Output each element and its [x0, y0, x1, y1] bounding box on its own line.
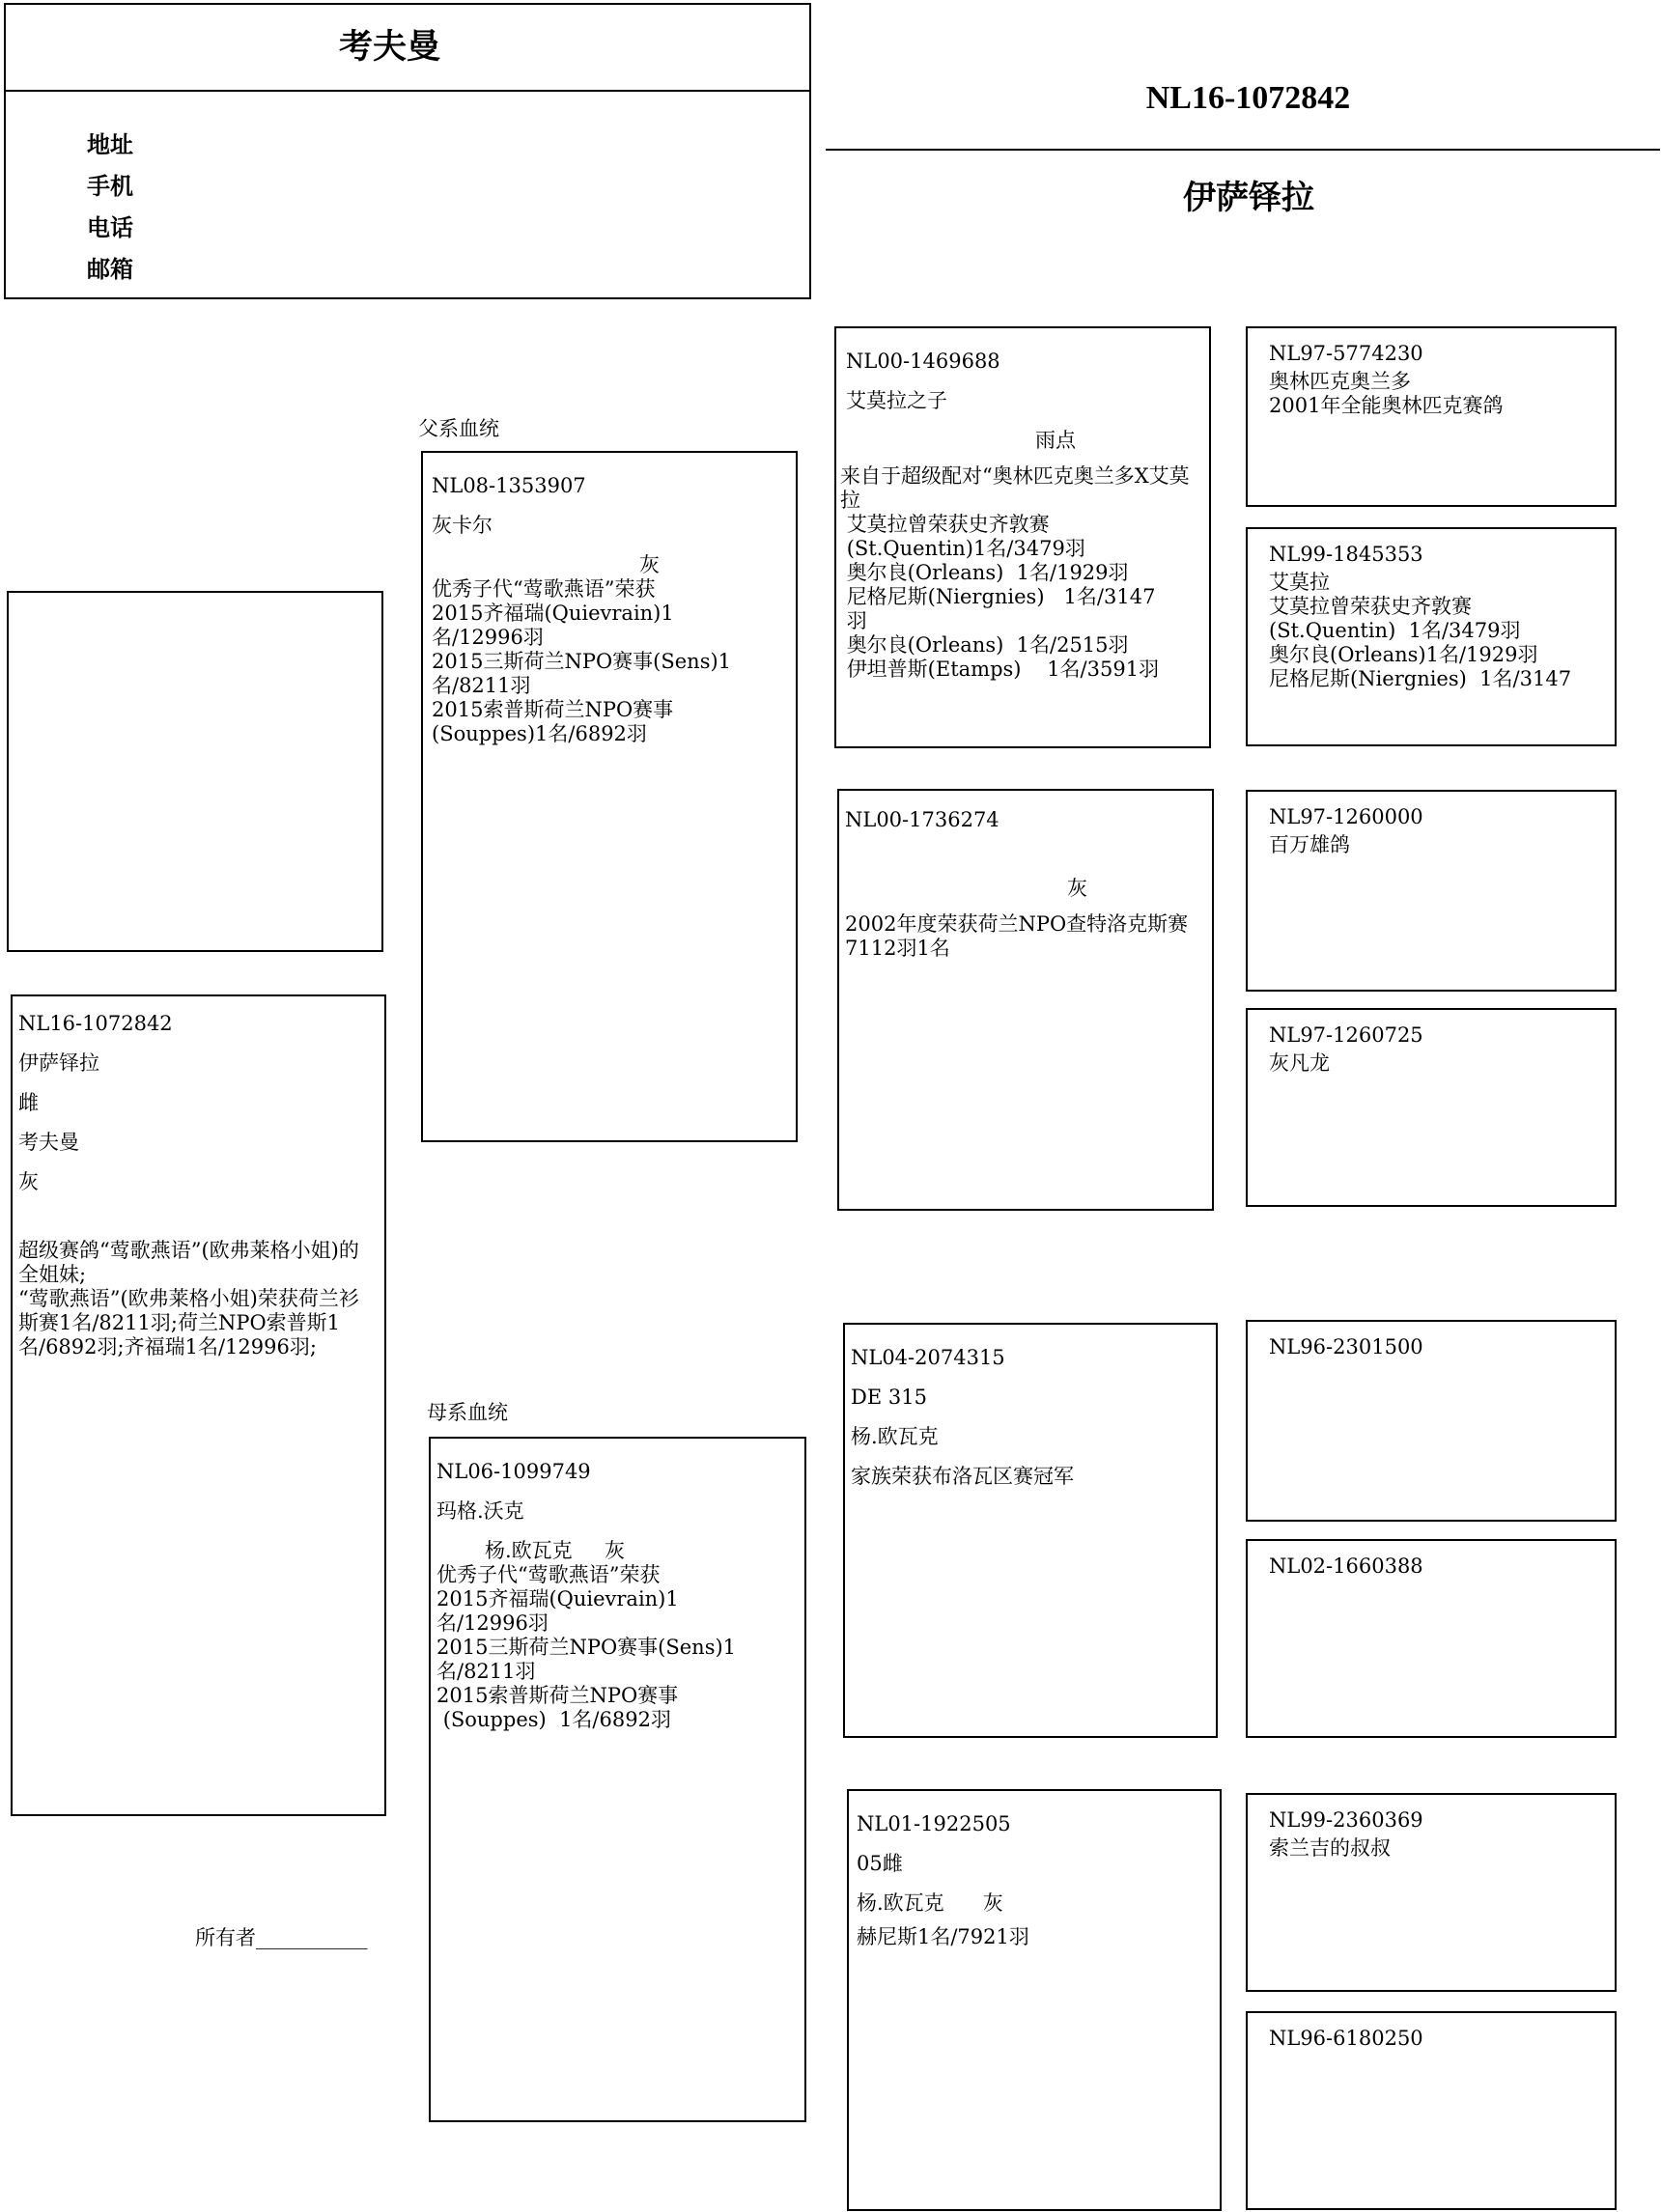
sire-ring: NL08-1353907 [432, 474, 586, 497]
dam-sire-notes: 家族荣获布洛瓦区赛冠军 [851, 1465, 1074, 1488]
great-grandparent-card [1246, 1539, 1617, 1738]
great-grandparent-card [1246, 1008, 1617, 1207]
subject-name: 伊萨铎拉 [18, 1051, 99, 1075]
dam-ring: NL06-1099749 [436, 1460, 591, 1483]
ggp-ring: NL02-1660388 [1269, 1554, 1423, 1578]
great-grandparent-card [1246, 1793, 1617, 1992]
subject-owner: 考夫曼 [18, 1131, 79, 1154]
dam-sire-breeder: 杨.欧瓦克 [851, 1425, 939, 1448]
dam-sire-card [843, 1323, 1218, 1738]
great-grandparent-card [1246, 2011, 1617, 2210]
subject-color: 灰 [18, 1170, 39, 1193]
dam-dam-ring: NL01-1922505 [857, 1812, 1011, 1835]
great-grandparent-card [1246, 326, 1617, 507]
dam-dam-card [847, 1789, 1222, 2211]
dam-name: 玛格.沃克 [436, 1499, 524, 1523]
sire-color: 灰 [639, 553, 660, 576]
sire-sire-color: 雨点 [1035, 429, 1076, 452]
sire-dam-color: 灰 [1067, 877, 1087, 900]
subject-sex: 雌 [18, 1091, 39, 1114]
sire-dam-ring: NL00-1736274 [845, 808, 999, 831]
subject-ring: NL16-1072842 [18, 1012, 173, 1035]
ggp-ring: NL96-6180250 [1269, 2027, 1423, 2050]
owner-signature-line: 所有者___________ [195, 1926, 368, 1949]
sire-dam-card [837, 789, 1214, 1211]
dam-dam-code: 05雌 [857, 1852, 903, 1875]
sire-sire-card [834, 326, 1211, 748]
header-pigeon-name: 伊萨铎拉 [1183, 179, 1314, 217]
dam-breeder-color: 杨.欧瓦克 灰 [485, 1539, 626, 1562]
ggp-ring: NL97-5774230 [1269, 342, 1423, 365]
ggp-ring: NL97-1260725 [1269, 1023, 1423, 1047]
subject-card [11, 994, 386, 1816]
contact-label-email: 邮箱 [87, 256, 133, 283]
ggp-ring: NL97-1260000 [1269, 805, 1423, 828]
subject-description: 超级赛鸽“莺歌燕语”(欧弗莱格小姐)的全姐妹; “莺歌燕语”(欧弗莱格小姐)荣获荷兰衫斯赛1名/8211羽;荷兰NPO索普斯1名/6892羽;齐福瑞1名/12996羽; [18, 1239, 359, 1358]
sire-line-label: 父系血统 [418, 417, 499, 440]
dam-notes: 优秀子代“莺歌燕语”荣获 2015齐福瑞(Quievrain)1 名/12996羽 2015三斯荷兰NPO赛事(Sens)1 名/8211羽 2015索普斯荷兰NPO赛事 (Souppes) 1名/6892羽 [436, 1563, 737, 1731]
dam-line-label: 母系血统 [427, 1401, 508, 1424]
header-divider-right [826, 149, 1660, 151]
sire-sire-name: 艾莫拉之子 [846, 389, 947, 412]
dam-dam-notes: 赫尼斯1名/7921羽 [857, 1925, 1029, 1948]
ggp-notes: 灰凡龙 [1269, 1051, 1330, 1075]
ggp-notes: 索兰吉的叔叔 [1269, 1836, 1391, 1860]
breeder-name: 考夫曼 [338, 28, 440, 67]
sire-name: 灰卡尔 [432, 514, 493, 537]
sire-sire-ring: NL00-1469688 [846, 350, 1000, 373]
contact-label-phone: 电话 [87, 214, 133, 241]
ggp-notes: 百万雄鸽 [1269, 833, 1350, 856]
ggp-notes: 艾莫拉 艾莫拉曾荣获史齐敦赛 (St.Quentin) 1名/3479羽 奥尔良(Orleans)1名/1929羽 尼格尼斯(Niergnies) 1名/3147 [1269, 571, 1572, 690]
photo-placeholder [7, 591, 383, 952]
great-grandparent-card [1246, 527, 1617, 746]
dam-card [429, 1437, 806, 2122]
great-grandparent-card [1246, 790, 1617, 992]
sire-sire-notes: 来自于超级配对“奥林匹克奥兰多X艾莫拉 艾莫拉曾荣获史齐敦赛 (St.Quentin)1名/3479羽 奥尔良(Orleans) 1名/1929羽 尼格尼斯(Niergnies) 1名/3147 羽 奥尔良(Orleans) 1名/2515羽 伊坦普斯(Etamps) 1名/3591羽 [840, 464, 1190, 681]
ggp-ring: NL96-2301500 [1269, 1335, 1423, 1358]
dam-sire-code: DE 315 [851, 1386, 927, 1409]
dam-sire-ring: NL04-2074315 [851, 1346, 1005, 1369]
ggp-notes: 奥林匹克奥兰多 2001年全能奥林匹克赛鸽 [1269, 370, 1504, 417]
dam-dam-breeder-color: 杨.欧瓦克 灰 [857, 1891, 1003, 1915]
sire-card [421, 451, 798, 1142]
sire-notes: 优秀子代“莺歌燕语”荣获 2015齐福瑞(Quievrain)1 名/12996羽 2015三斯荷兰NPO赛事(Sens)1 名/8211羽 2015索普斯荷兰NPO赛事 (Souppes)1名/6892羽 [432, 577, 732, 745]
great-grandparent-card [1246, 1320, 1617, 1522]
ggp-ring: NL99-1845353 [1269, 543, 1423, 566]
ggp-ring: NL99-2360369 [1269, 1808, 1423, 1832]
breeder-header-box [4, 3, 811, 299]
breeder-header-divider [6, 90, 809, 92]
sire-dam-notes: 2002年度荣获荷兰NPO查特洛克斯赛 7112羽1名 [845, 912, 1189, 960]
contact-label-mobile: 手机 [87, 173, 133, 200]
contact-label-address: 地址 [87, 131, 133, 158]
header-ring-number: NL16-1072842 [1145, 80, 1351, 116]
